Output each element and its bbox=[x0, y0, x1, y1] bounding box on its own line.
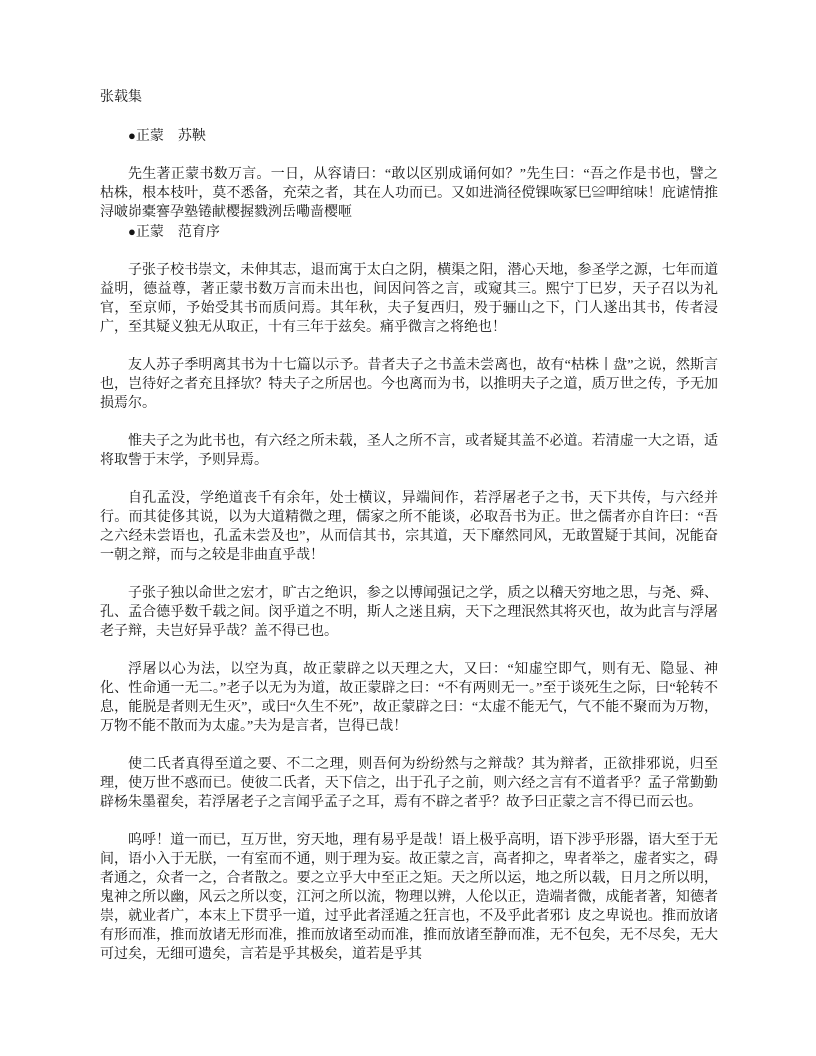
document-title: 张载集 bbox=[100, 90, 142, 105]
paragraph-fan-8: 呜呼！道一而已，互万世，穷天地，理有易乎是哉！语上极乎高明，语下涉乎形器，语大至于无间，语小入于无朕，一有室而不通，则于理为妄。故正蒙之言，高者抑之，卑者举之，虚者实之，碍者通之，众者一之，合者散之。要之立乎大中至正之矩。天之所以运，地之所以载，日月之所以明，鬼神之所以幽，风云之所以变，江河之所以流，物理以辨，人伦以正，造端者微，成能者著，知德者崇，就业者广，本末上下贯乎一道，过乎此者淫遁之狂言也，不及乎此者邪讠皮之卑说也。推而放诸有形而准，推而放诸无形而准，推而放诸至动而准，推而放诸至静而准，无不包矣，无不尽矣，无大可过矣，无细可遗矣，言若是乎其极矣，道若是乎其 bbox=[100, 833, 718, 962]
paragraph-fan-4: 自孔孟没，学绝道丧千有余年，处士横议，异端间作，若浮屠老子之书，天下共传，与六经并行。而其徒侈其说，以为大道精微之理，儒家之所不能谈，必取吾书为正。世之儒者亦自许曰：“吾之六经未尝语也，孔孟未尝及也”，从而信其书，宗其道，天下靡然同风，无敢置疑于其间，况能奋一朝之辩，而与之较是非曲直乎哉！ bbox=[100, 491, 718, 563]
bullet-icon: ● bbox=[128, 128, 136, 143]
section-heading-label: 正蒙 范育序 bbox=[135, 225, 220, 240]
paragraph-fan-5: 子张子独以命世之宏才，旷古之绝识，参之以博闻强记之学，质之以稽天穷地之思，与尧、舜、孔、孟合德乎数千载之间。闵乎道之不明，斯人之迷且病，天下之理泯然其将灭也，故为此言与浮屠老子辩，夫岂好异乎哉？盖不得已也。 bbox=[100, 586, 718, 639]
paragraph-fan-6: 浮屠以心为法，以空为真，故正蒙辟之以天理之大，又曰：“知虚空即气，则有无、隐显、神化、性命通一无二。”老子以无为为道，故正蒙辟之曰：“不有两则无一。”至于谈死生之际，曰“轮转不息，能脱是者则无生灭”，或曰“久生不死”，故正蒙辟之曰：“太虚不能无气，气不能不聚而为万物，万物不能不散而为太虚。”夫为是言者，岂得已哉！ bbox=[100, 662, 718, 734]
section-heading-su-ying bbox=[100, 126, 718, 146]
paragraph-fan-2: 友人苏子季明离其书为十七篇以示予。昔者夫子之书盖未尝离也，故有“枯株丨盘”之说，然斯言也，岂待好之者充且择欤？特夫子之所居也。今也离而为书，以推明夫子之道，质万世之传，予无加损焉尔。 bbox=[100, 358, 718, 411]
section-heading-label: 正蒙 苏鞅 bbox=[135, 129, 206, 144]
section-heading-fan-yu bbox=[100, 222, 718, 242]
paragraph-fan-3: 惟夫子之为此书也，有六经之所未载，圣人之所不言，或者疑其盖不必道。若清虚一大之语，适将取訾于末学，予则异焉。 bbox=[100, 434, 718, 468]
bullet-icon: ● bbox=[128, 224, 136, 239]
paragraph-fan-7: 使二氏者真得至道之要、不二之理，则吾何为纷纷然与之辩哉？其为辩者，正欲排邪说，归至理，使万世不惑而已。使彼二氏者，天下信之，出于孔子之前，则六经之言有不道者乎？孟子常勤勤辟杨朱墨翟矣，若浮屠老子之言闻乎孟子之耳，焉有不辟之者乎？故予曰正蒙之言不得已而云也。 bbox=[100, 757, 718, 810]
paragraph-su-preface: 先生著正蒙书数万言。一日，从容请曰：“敢以区别成诵何如？”先生曰：“吾之作是书也，譬之枯株，根本枝叶，莫不悉备，充荣之者，其在人功而已。又如进淌径傥锞咴冢巳≌呷绾味！庇谑情推浔啵峁橐謇孕塾锩献樱握戮洌岳嘞啬樱咂 bbox=[100, 167, 718, 220]
paragraph-fan-1: 子张子校书崇文，未伸其志，退而寓于太白之阴，横渠之阳，潜心天地，参圣学之源，七年而道益明，德益尊，著正蒙书数万言而未出也，间因问答之言，或窥其三。熙宁丁巳岁，天子召以为礼官，至京师，予始受其书而质问焉。其年秋，夫子复西归，殁于骊山之下，门人遂出其书，传者浸广，至其疑义独无从取正，十有三年于兹矣。痛乎微言之将绝也！ bbox=[100, 263, 718, 335]
document-content bbox=[100, 88, 718, 964]
